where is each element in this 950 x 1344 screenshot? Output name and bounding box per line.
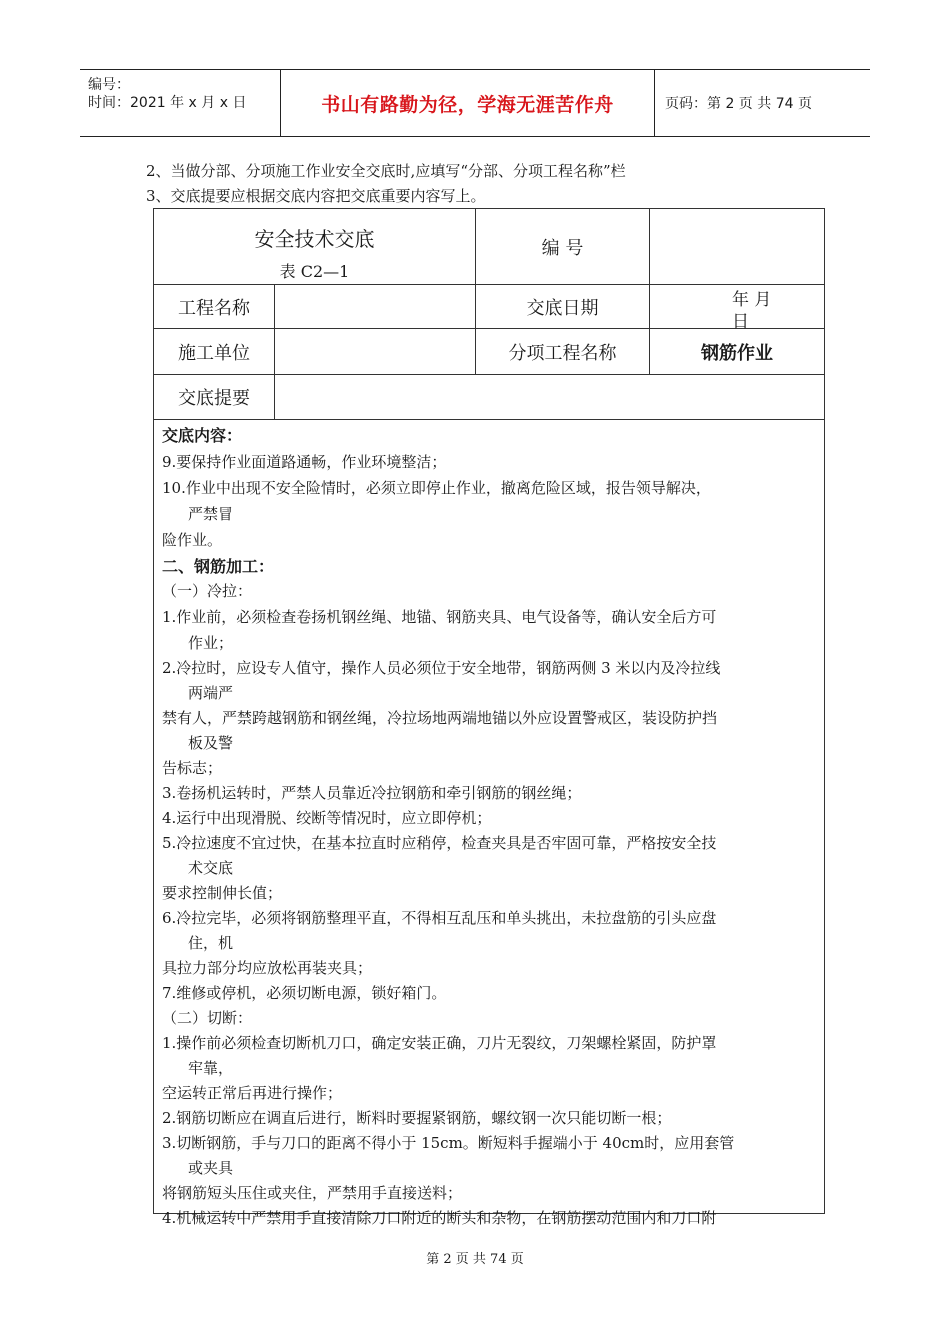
- content-line: 险作业。: [162, 531, 223, 549]
- content-heading: 交底内容：: [162, 426, 243, 445]
- time-label: 时间：2021 年 x 月 x 日: [88, 95, 247, 111]
- header-motto: 书山有路勤为径，学海无涯苦作舟: [281, 70, 655, 136]
- content-line: 6.冷拉完毕，必须将钢筋整理平直，不得相互乱压和单头挑出，未拉盘筋的引头应盘: [162, 909, 717, 927]
- content-line: 10.作业中出现不安全险情时，必须立即停止作业，撤离危险区域，报告领导解决，: [162, 479, 711, 497]
- content-line: 9.要保持作业面道路通畅，作业环境整洁；: [162, 453, 447, 471]
- page-footer: 第 2 页 共 74 页: [426, 1252, 524, 1267]
- unit-label: 施工单位: [178, 342, 250, 364]
- date-label: 交底日期: [526, 297, 599, 319]
- section-heading: 二、钢筋加工：: [162, 557, 275, 576]
- content-line: 两端严: [188, 684, 234, 702]
- project-name-label: 工程名称: [178, 297, 250, 319]
- header-meta: [80, 70, 281, 136]
- content-line: 禁有人，严禁跨越钢筋和钢丝绳，冷拉场地两端地锚以外应设置警戒区，装设防护挡: [162, 709, 718, 727]
- content-line: 2.冷拉时，应设专人值守，操作人员必须位于安全地带，钢筋两侧 3 米以内及冷拉线: [162, 659, 721, 677]
- summary-label: 交底提要: [178, 388, 250, 409]
- content-line: 1.作业前，必须检查卷扬机钢丝绳、地锚、钢筋夹具、电气设备等，确认安全后方可: [162, 608, 717, 626]
- content-line: 将钢筋短头压住或夹住，严禁用手直接送料；: [162, 1184, 463, 1202]
- safety-briefing-form: [153, 208, 825, 1227]
- content-line: 要求控制伸长值；: [162, 884, 283, 902]
- project-name-value: [275, 285, 475, 328]
- content-line: 2.钢筋切断应在调直后进行，断料时要握紧钢筋，螺纹钢一次只能切断一根；: [162, 1109, 672, 1127]
- code-label: 编号：: [88, 77, 130, 93]
- content-line: 3.卷扬机运转时，严禁人员靠近冷拉钢筋和牵引钢筋的钢丝绳；: [162, 784, 582, 802]
- content-line: 板及警: [188, 734, 234, 752]
- form-title: 安全技术交底: [254, 227, 375, 251]
- number-value: [650, 209, 824, 284]
- content-line: 4.运行中出现滑脱、绞断等情况时，应立即停机；: [162, 809, 492, 827]
- content-line: 术交底: [188, 859, 234, 877]
- note-3: 3、交底提要应根据交底内容把交底重要内容写上。: [146, 187, 486, 205]
- date-line-2: 日: [732, 312, 749, 332]
- content-line: 空运转正常后再进行操作；: [162, 1084, 343, 1102]
- subsection-heading: （一）冷拉：: [162, 582, 253, 600]
- content-line: 5.冷拉速度不宜过快，在基本拉直时应稍停，检查夹具是否牢固可靠，严格按安全技: [162, 834, 717, 852]
- content-line: 7.维修或停机，必须切断电源，锁好箱门。: [162, 984, 447, 1002]
- header-page-info: 页码：第 2 页 共 74 页: [665, 96, 812, 112]
- content-line: 牢靠，: [188, 1059, 234, 1077]
- date-line-1: 年 月: [732, 290, 772, 310]
- subsection-heading: （二）切断：: [162, 1009, 253, 1027]
- sub-project-value: 钢筋作业: [701, 342, 773, 364]
- summary-value: [275, 375, 824, 419]
- form-subtitle: 表 C2—1: [279, 262, 350, 281]
- content-line: 作业；: [188, 634, 234, 652]
- content-line: 或夹具: [188, 1159, 234, 1177]
- content-line: 住，机: [188, 934, 234, 952]
- sub-project-label: 分项工程名称: [508, 342, 617, 364]
- unit-value: [275, 329, 475, 374]
- content-line: 3.切断钢筋，手与刀口的距离不得小于 15cm。断短料手握端小于 40cm时，应用套管: [162, 1134, 735, 1152]
- content-line: 4.机械运转中严禁用手直接清除刀口附近的断头和杂物，在钢筋摆动范围内和刀口附: [162, 1209, 717, 1227]
- date-value: [732, 289, 771, 333]
- content-line: 1.操作前必须检查切断机刀口，确定安装正确，刀片无裂纹，刀架螺栓紧固，防护罩: [162, 1034, 717, 1052]
- row-divider: [154, 419, 824, 420]
- content-line: 具拉力部分均应放松再装夹具；: [162, 959, 373, 977]
- page-header: [80, 69, 870, 137]
- note-2: 2、当做分部、分项施工作业安全交底时,应填写“分部、分项工程名称”栏: [146, 162, 626, 180]
- content-line: 严禁冒: [188, 505, 234, 523]
- content-line: 告标志；: [162, 759, 223, 777]
- number-label: 编 号: [541, 237, 584, 259]
